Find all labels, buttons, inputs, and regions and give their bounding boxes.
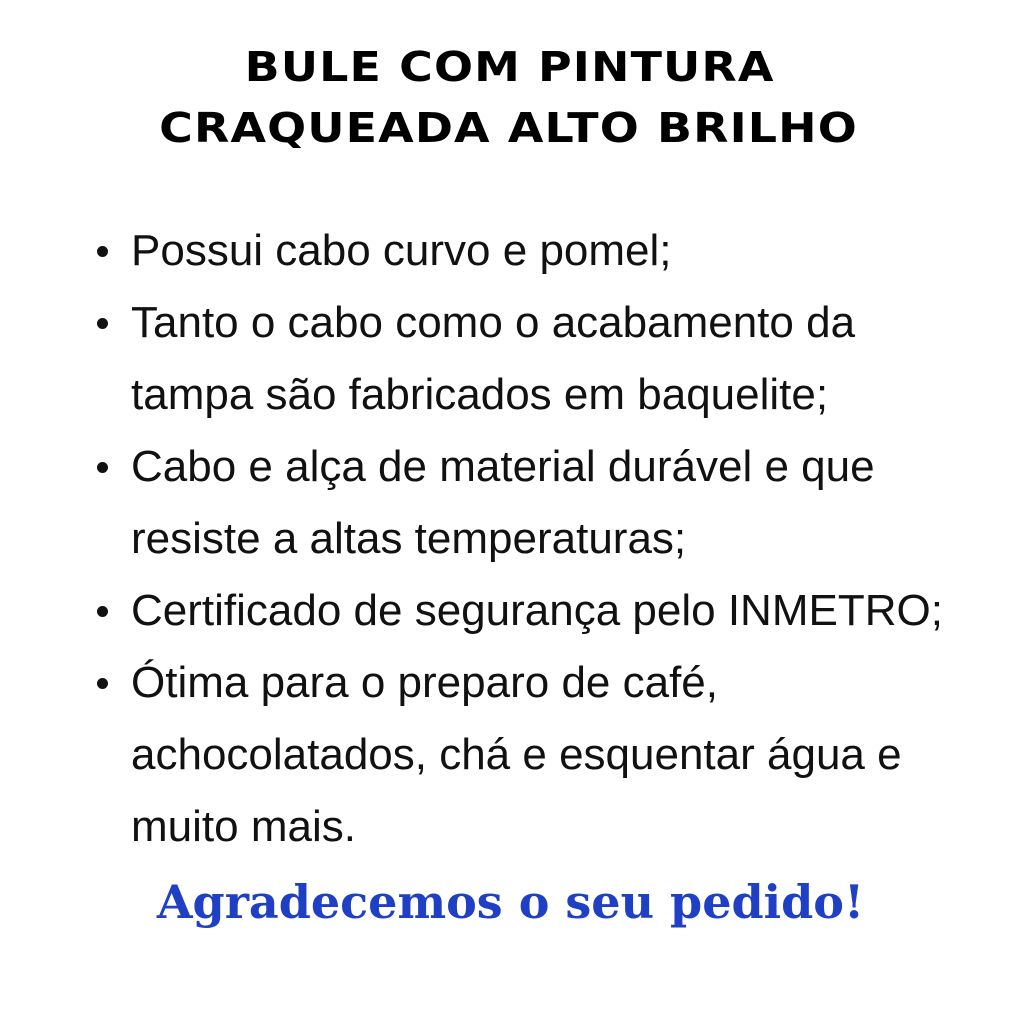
feature-text: tampa são fabricados em baquelite; (131, 370, 829, 419)
feature-item-2 (0, 287, 1024, 431)
feature-text: Certificado de segurança pelo INMETRO; (131, 586, 943, 635)
bullet-icon (97, 246, 108, 257)
feature-item-1 (0, 215, 1024, 287)
thank-you-message: Agradecemos o seu pedido! (156, 875, 865, 929)
feature-text: Cabo e alça de material durável e que (131, 442, 875, 491)
bullet-icon (97, 606, 108, 617)
feature-text: Possui cabo curvo e pomel; (131, 226, 672, 275)
feature-text: Ótima para o preparo de café, (131, 658, 718, 707)
feature-text: achocolatados, chá e esquentar água e (131, 730, 902, 779)
feature-list (0, 215, 1024, 863)
bullet-icon (97, 318, 108, 329)
bullet-icon (97, 678, 108, 689)
feature-text: muito mais. (131, 802, 356, 851)
feature-item-5 (0, 647, 1024, 863)
bullet-icon (97, 462, 108, 473)
feature-item-3 (0, 431, 1024, 575)
feature-item-4 (0, 575, 1024, 647)
feature-text: resiste a altas temperaturas; (131, 514, 687, 563)
feature-text: Tanto o cabo como o acabamento da (131, 298, 856, 347)
title-line-2: CRAQUEADA ALTO BRILHO (159, 104, 858, 152)
title-line-1: BULE COM PINTURA (244, 43, 775, 91)
